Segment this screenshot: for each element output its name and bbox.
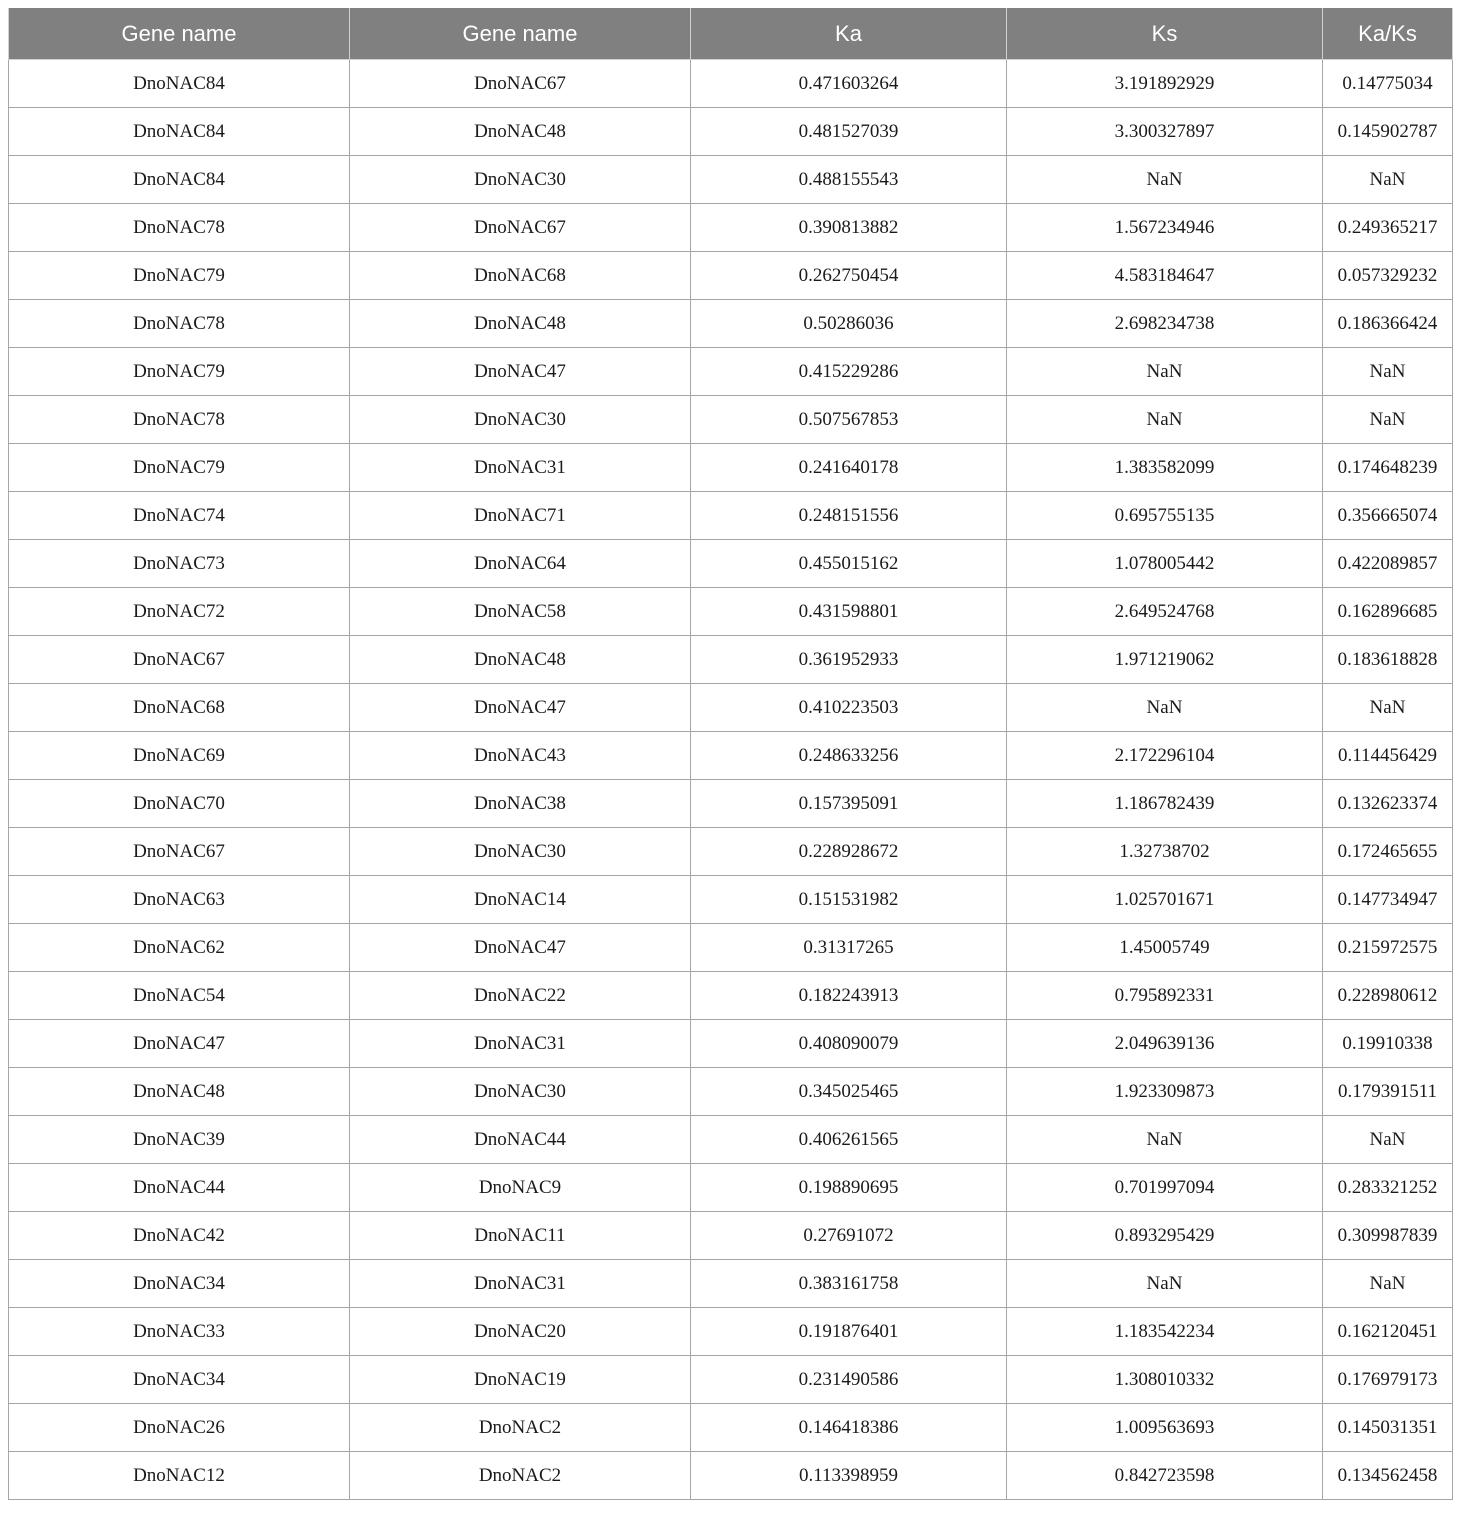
gene-name-1-cell: DnoNAC68 [9,684,350,732]
gene-name-1-cell: DnoNAC42 [9,1212,350,1260]
ks-cell: NaN [1007,684,1323,732]
gene-name-1-cell: DnoNAC67 [9,828,350,876]
header-ks: Ks [1007,8,1323,60]
ka-ks-cell: 0.215972575 [1323,924,1453,972]
table-row [9,492,1453,540]
table-row [9,636,1453,684]
table-row [9,924,1453,972]
ka-cell: 0.27691072 [691,1212,1007,1260]
ka-ks-cell: 0.228980612 [1323,972,1453,1020]
ka-cell: 0.248633256 [691,732,1007,780]
gene-name-2-cell: DnoNAC64 [350,540,691,588]
ks-cell: 2.698234738 [1007,300,1323,348]
ka-cell: 0.455015162 [691,540,1007,588]
gene-name-2-cell: DnoNAC38 [350,780,691,828]
ka-ks-cell: 0.356665074 [1323,492,1453,540]
table-row [9,876,1453,924]
gene-name-1-cell: DnoNAC44 [9,1164,350,1212]
gene-name-2-cell: DnoNAC71 [350,492,691,540]
header-gene-name-1: Gene name [9,8,350,60]
header-row [9,8,1453,60]
gene-name-1-cell: DnoNAC33 [9,1308,350,1356]
gene-name-2-cell: DnoNAC68 [350,252,691,300]
ks-cell: NaN [1007,156,1323,204]
gene-name-1-cell: DnoNAC74 [9,492,350,540]
ka-ks-cell: 0.147734947 [1323,876,1453,924]
ka-cell: 0.231490586 [691,1356,1007,1404]
gene-name-1-cell: DnoNAC63 [9,876,350,924]
gene-name-2-cell: DnoNAC30 [350,1068,691,1116]
ka-cell: 0.182243913 [691,972,1007,1020]
ks-cell: 1.923309873 [1007,1068,1323,1116]
ka-cell: 0.113398959 [691,1452,1007,1500]
ka-cell: 0.383161758 [691,1260,1007,1308]
gene-name-1-cell: DnoNAC67 [9,636,350,684]
gene-name-1-cell: DnoNAC78 [9,204,350,252]
ks-cell: 0.701997094 [1007,1164,1323,1212]
ka-cell: 0.262750454 [691,252,1007,300]
ka-ks-cell: NaN [1323,156,1453,204]
ka-ks-cell: 0.283321252 [1323,1164,1453,1212]
table-row [9,684,1453,732]
table-header [9,8,1453,60]
ka-ks-cell: NaN [1323,348,1453,396]
ks-cell: NaN [1007,396,1323,444]
table-row [9,60,1453,108]
gene-name-2-cell: DnoNAC30 [350,156,691,204]
ka-cell: 0.198890695 [691,1164,1007,1212]
ka-ks-table [8,8,1453,1500]
ks-cell: 1.009563693 [1007,1404,1323,1452]
table-row [9,1020,1453,1068]
ka-cell: 0.390813882 [691,204,1007,252]
ka-cell: 0.408090079 [691,1020,1007,1068]
gene-name-2-cell: DnoNAC48 [350,108,691,156]
ks-cell: 1.45005749 [1007,924,1323,972]
ka-cell: 0.507567853 [691,396,1007,444]
gene-name-2-cell: DnoNAC31 [350,1260,691,1308]
ks-cell: 4.583184647 [1007,252,1323,300]
gene-name-1-cell: DnoNAC34 [9,1260,350,1308]
ks-cell: 1.025701671 [1007,876,1323,924]
table-row [9,396,1453,444]
ka-cell: 0.31317265 [691,924,1007,972]
gene-name-2-cell: DnoNAC31 [350,1020,691,1068]
ka-cell: 0.488155543 [691,156,1007,204]
gene-name-1-cell: DnoNAC48 [9,1068,350,1116]
gene-name-1-cell: DnoNAC47 [9,1020,350,1068]
table-row [9,1116,1453,1164]
gene-name-2-cell: DnoNAC14 [350,876,691,924]
header-ka-ks: Ka/Ks [1323,8,1453,60]
gene-name-2-cell: DnoNAC20 [350,1308,691,1356]
ka-ks-cell: 0.176979173 [1323,1356,1453,1404]
ks-cell: 1.383582099 [1007,444,1323,492]
ka-ks-cell: 0.145902787 [1323,108,1453,156]
ka-cell: 0.415229286 [691,348,1007,396]
ka-ks-cell: 0.132623374 [1323,780,1453,828]
ka-ks-cell: 0.14775034 [1323,60,1453,108]
gene-name-1-cell: DnoNAC84 [9,60,350,108]
ka-ks-cell: 0.145031351 [1323,1404,1453,1452]
ka-ks-cell: 0.19910338 [1323,1020,1453,1068]
gene-name-1-cell: DnoNAC79 [9,252,350,300]
table-container [8,8,1453,1500]
ks-cell: NaN [1007,1116,1323,1164]
ka-ks-cell: 0.162896685 [1323,588,1453,636]
table-row [9,1356,1453,1404]
gene-name-1-cell: DnoNAC54 [9,972,350,1020]
table-row [9,1164,1453,1212]
gene-name-1-cell: DnoNAC72 [9,588,350,636]
ks-cell: 1.078005442 [1007,540,1323,588]
table-row [9,204,1453,252]
ka-ks-cell: 0.186366424 [1323,300,1453,348]
gene-name-1-cell: DnoNAC62 [9,924,350,972]
gene-name-1-cell: DnoNAC26 [9,1404,350,1452]
table-row [9,156,1453,204]
table-row [9,252,1453,300]
gene-name-1-cell: DnoNAC84 [9,108,350,156]
gene-name-2-cell: DnoNAC2 [350,1452,691,1500]
ka-ks-cell: NaN [1323,1260,1453,1308]
ks-cell: 0.695755135 [1007,492,1323,540]
ka-ks-cell: 0.134562458 [1323,1452,1453,1500]
ka-cell: 0.361952933 [691,636,1007,684]
ks-cell: 1.186782439 [1007,780,1323,828]
gene-name-2-cell: DnoNAC67 [350,204,691,252]
ka-ks-cell: 0.249365217 [1323,204,1453,252]
ka-cell: 0.481527039 [691,108,1007,156]
ks-cell: 0.795892331 [1007,972,1323,1020]
table-row [9,972,1453,1020]
gene-name-1-cell: DnoNAC78 [9,396,350,444]
table-body [9,60,1453,1500]
ks-cell: 3.191892929 [1007,60,1323,108]
ks-cell: 0.842723598 [1007,1452,1323,1500]
header-ka: Ka [691,8,1007,60]
ka-cell: 0.410223503 [691,684,1007,732]
ks-cell: 1.971219062 [1007,636,1323,684]
gene-name-1-cell: DnoNAC12 [9,1452,350,1500]
ka-ks-cell: NaN [1323,396,1453,444]
ka-ks-cell: 0.422089857 [1323,540,1453,588]
table-row [9,780,1453,828]
gene-name-2-cell: DnoNAC31 [350,444,691,492]
table-row [9,1308,1453,1356]
ka-cell: 0.151531982 [691,876,1007,924]
gene-name-1-cell: DnoNAC69 [9,732,350,780]
table-row [9,444,1453,492]
table-row [9,732,1453,780]
ks-cell: 2.172296104 [1007,732,1323,780]
ka-cell: 0.50286036 [691,300,1007,348]
ka-ks-cell: 0.057329232 [1323,252,1453,300]
ka-ks-cell: 0.114456429 [1323,732,1453,780]
gene-name-1-cell: DnoNAC78 [9,300,350,348]
table-row [9,1260,1453,1308]
ka-ks-cell: 0.179391511 [1323,1068,1453,1116]
table-row [9,300,1453,348]
ka-cell: 0.228928672 [691,828,1007,876]
ka-cell: 0.345025465 [691,1068,1007,1116]
table-row [9,1212,1453,1260]
ka-ks-cell: 0.172465655 [1323,828,1453,876]
gene-name-2-cell: DnoNAC67 [350,60,691,108]
gene-name-2-cell: DnoNAC30 [350,828,691,876]
gene-name-2-cell: DnoNAC48 [350,636,691,684]
table-row [9,1404,1453,1452]
gene-name-1-cell: DnoNAC79 [9,348,350,396]
gene-name-1-cell: DnoNAC73 [9,540,350,588]
ka-ks-cell: 0.174648239 [1323,444,1453,492]
ks-cell: NaN [1007,1260,1323,1308]
ka-cell: 0.191876401 [691,1308,1007,1356]
ka-cell: 0.241640178 [691,444,1007,492]
gene-name-2-cell: DnoNAC48 [350,300,691,348]
ka-ks-cell: NaN [1323,684,1453,732]
gene-name-2-cell: DnoNAC47 [350,348,691,396]
ks-cell: 1.567234946 [1007,204,1323,252]
ks-cell: 3.300327897 [1007,108,1323,156]
table-row [9,1068,1453,1116]
gene-name-2-cell: DnoNAC43 [350,732,691,780]
ka-cell: 0.431598801 [691,588,1007,636]
ka-ks-cell: 0.309987839 [1323,1212,1453,1260]
ka-cell: 0.146418386 [691,1404,1007,1452]
gene-name-2-cell: DnoNAC2 [350,1404,691,1452]
ks-cell: 1.32738702 [1007,828,1323,876]
ks-cell: 0.893295429 [1007,1212,1323,1260]
table-row [9,540,1453,588]
ka-ks-cell: 0.162120451 [1323,1308,1453,1356]
ka-ks-cell: 0.183618828 [1323,636,1453,684]
ka-cell: 0.471603264 [691,60,1007,108]
gene-name-2-cell: DnoNAC19 [350,1356,691,1404]
ks-cell: 2.049639136 [1007,1020,1323,1068]
ks-cell: 1.308010332 [1007,1356,1323,1404]
gene-name-1-cell: DnoNAC79 [9,444,350,492]
ka-cell: 0.406261565 [691,1116,1007,1164]
gene-name-2-cell: DnoNAC22 [350,972,691,1020]
gene-name-2-cell: DnoNAC44 [350,1116,691,1164]
gene-name-1-cell: DnoNAC39 [9,1116,350,1164]
ka-cell: 0.157395091 [691,780,1007,828]
header-gene-name-2: Gene name [350,8,691,60]
gene-name-1-cell: DnoNAC34 [9,1356,350,1404]
gene-name-2-cell: DnoNAC9 [350,1164,691,1212]
ka-ks-cell: NaN [1323,1116,1453,1164]
table-row [9,588,1453,636]
ks-cell: 2.649524768 [1007,588,1323,636]
table-row [9,1452,1453,1500]
table-row [9,108,1453,156]
gene-name-1-cell: DnoNAC70 [9,780,350,828]
gene-name-2-cell: DnoNAC47 [350,924,691,972]
gene-name-2-cell: DnoNAC58 [350,588,691,636]
table-row [9,828,1453,876]
gene-name-2-cell: DnoNAC11 [350,1212,691,1260]
ks-cell: NaN [1007,348,1323,396]
gene-name-2-cell: DnoNAC30 [350,396,691,444]
ks-cell: 1.183542234 [1007,1308,1323,1356]
gene-name-1-cell: DnoNAC84 [9,156,350,204]
gene-name-2-cell: DnoNAC47 [350,684,691,732]
ka-cell: 0.248151556 [691,492,1007,540]
table-row [9,348,1453,396]
